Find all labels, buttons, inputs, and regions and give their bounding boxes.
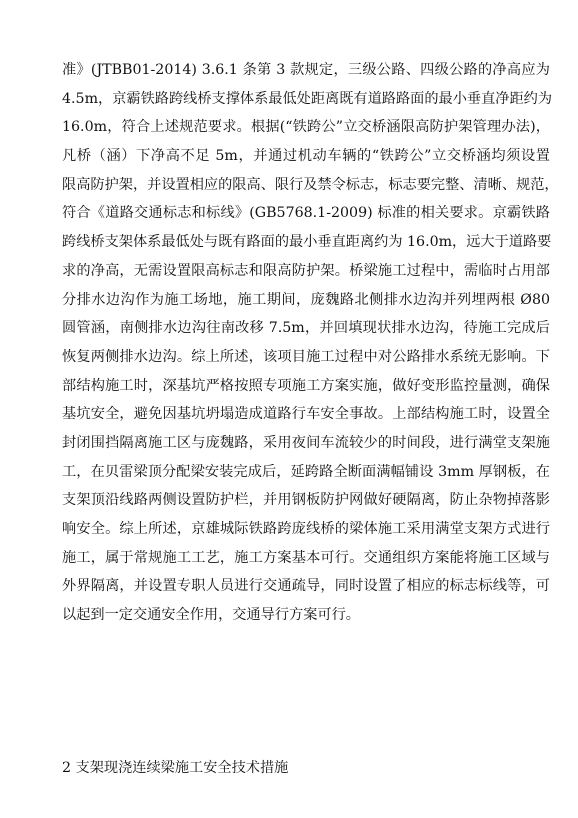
- body-line: 准》(JTBB01-2014) 3.6.1 条第 3 款规定，三级公路、四级公路的净高应为: [62, 62, 550, 78]
- body-line: 符合《道路交通标志和标线》(GB5768.1-2009) 标准的相关要求。京霸铁路: [62, 205, 550, 222]
- body-line: 支架顶沿线路两侧设置防护栏，并用钢板防护网做好硬隔离，防止杂物掉落影: [62, 492, 550, 509]
- body-line: 恢复两侧排水边沟。综上所述，该项目施工过程中对公路排水系统无影响。下: [62, 348, 550, 365]
- body-line: 限高防护架，并设置相应的限高、限行及禁令标志，标志要完整、清晰、规范，: [62, 176, 559, 193]
- body-line: 响安全。综上所述，京雄城际铁路跨庞线桥的梁体施工采用满堂支架方式进行: [62, 521, 550, 537]
- body-line: 圆管涵，南侧排水边沟往南改移 7.5m，并回填现状排水边沟，待施工完成后: [62, 320, 550, 337]
- body-line: 外界隔离，并设置专职人员进行交通疏导，同时设置了相应的标志标线等，可: [62, 578, 550, 595]
- body-line: 跨线桥支架体系最低处与既有路面的最小垂直距离约为 16.0m，远大于道路要: [62, 234, 552, 251]
- body-line: 凡桥（涵）下净高不足 5m，并通过机动车辆的“铁跨公”立交桥涵均须设置: [62, 148, 550, 165]
- section-heading: 2 支架现浇连续梁施工安全技术措施: [62, 760, 289, 776]
- body-paragraph: [62, 56, 559, 630]
- body-line: 分排水边沟作为施工场地，施工期间，庞魏路北侧排水边沟并列埋两根 Ø80: [62, 291, 550, 308]
- body-line: 工，在贝雷梁顶分配梁安装完成后，延跨路全断面满幅铺设 3mm 厚钢板，在: [62, 463, 550, 480]
- body-line: 求的净高，无需设置限高标志和限高防护架。桥梁施工过程中，需临时占用部: [62, 262, 550, 279]
- body-line: 施工，属于常规施工工艺，施工方案基本可行。交通组织方案能将施工区域与: [62, 549, 550, 566]
- body-line: 16.0m，符合上述规范要求。根据(“铁跨公”立交桥涵限高防护架管理办法)，: [62, 119, 550, 136]
- body-line: 基坑安全，避免因基坑坍塌造成道路行车安全事故。上部结构施工时，设置全: [62, 406, 550, 423]
- body-line: 封闭围挡隔离施工区与庞魏路，采用夜间车流较少的时间段，进行满堂支架施: [62, 434, 550, 451]
- body-line-last: 以起到一定交通安全作用，交通导行方案可行。: [62, 607, 360, 624]
- body-line: 4.5m，京霸铁路跨线桥支撑体系最低处距离既有道路路面的最小垂直净距约为: [62, 90, 553, 107]
- body-line: 部结构施工时，深基坑严格按照专项施工方案实施，做好变形监控量测，确保: [62, 377, 550, 394]
